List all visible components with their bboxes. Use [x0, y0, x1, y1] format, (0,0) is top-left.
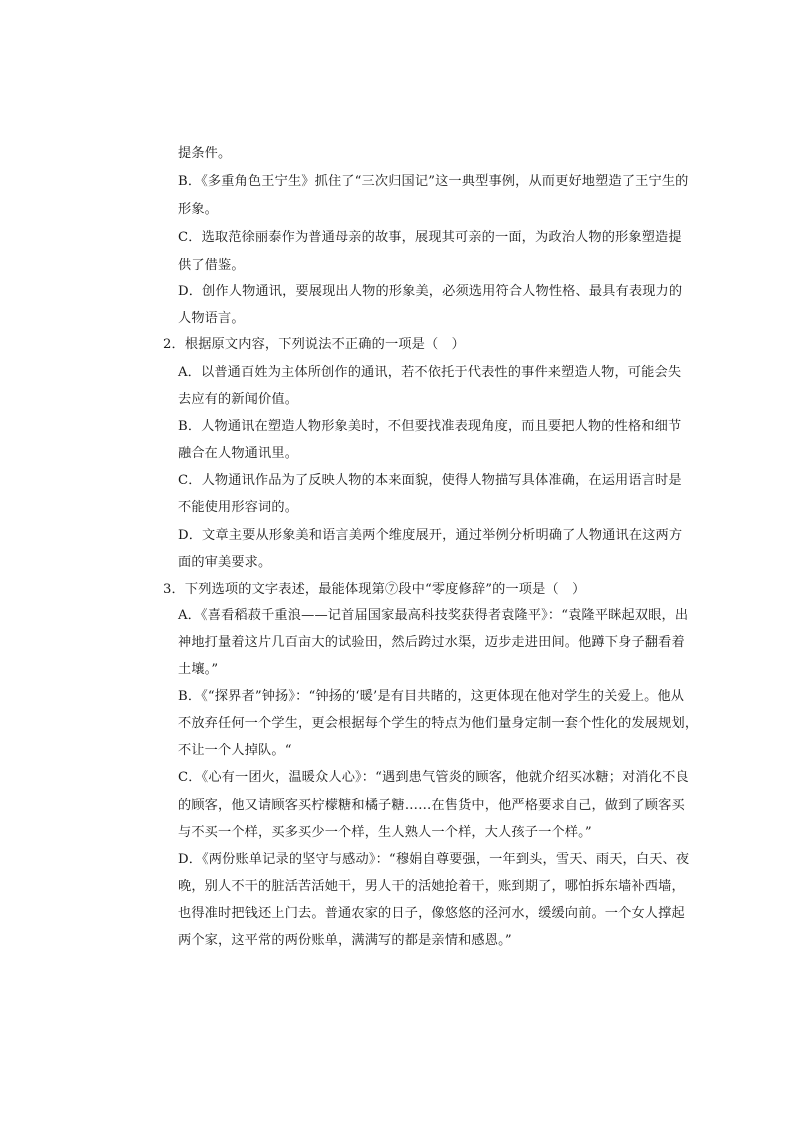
q3-option-a-line1: A．《喜看稻菽千重浪——记首届国家最高科技奖获得者袁隆平》：“袁隆平眯起双眼，出 — [178, 608, 689, 623]
q3-option-c-line2: 的顾客，他又请顾客买柠檬糖和橘子糖……在售货中，他严格要求自己，做到了顾客买 — [178, 798, 685, 813]
q2-option-d-line2: 面的审美要求。 — [178, 555, 272, 570]
q3-option-b-line3: 不让一个人掉队。“ — [178, 743, 292, 758]
q3-option-b-line1: B．《“探界者”钟扬》：“钟扬的‘暖’是有目共睹的，这更体现在他对学生的关爱上。他从 — [178, 689, 685, 704]
q1-continuation-line: 提条件。 — [178, 146, 232, 161]
q2-option-c-line2: 不能使用形容词的。 — [178, 500, 299, 515]
q3-stem: 3．下列选项的文字表述，最能体现第⑦段中“零度修辞”的一项是（ ） — [163, 582, 586, 597]
q2-stem: 2．根据原文内容，下列说法不正确的一项是（ ） — [163, 337, 465, 352]
q3-option-d-line2: 晚，别人不干的脏活苦活她干，男人干的活她抢着干，账到期了，哪怕拆东墙补西墙， — [178, 879, 685, 894]
q3-option-d-line1: D．《两份账单记录的坚守与感动》：“穆娟自尊要强，一年到头，雪天、雨天，白天、夜 — [178, 852, 690, 867]
q3-option-d-line4: 两个家，这平常的两份账单，满满写的都是亲情和感恩。” — [178, 933, 512, 948]
q1-option-d-line2: 人物语言。 — [178, 311, 245, 326]
q2-option-c-line1: C．人物通讯作品为了反映人物的本来面貌，使得人物描写具体准确，在运用语言时是 — [178, 473, 682, 488]
q2-option-d-line1: D．文章主要从形象美和语言美两个维度展开，通过举例分析明确了人物通讯在这两方 — [178, 528, 683, 543]
q1-option-b-line2: 形象。 — [178, 202, 219, 217]
q1-option-c-line1: C．选取范徐丽泰作为普通母亲的故事，展现其可亲的一面，为政治人物的形象塑造提 — [178, 230, 682, 245]
q2-option-b-line2: 融合在人物通讯里。 — [178, 446, 299, 461]
q3-option-a-line2: 神地打量着这片几百亩大的试验田，然后跨过水渠，迈步走进田间。他蹲下身子翻看着 — [178, 635, 685, 650]
q2-option-a-line1: A．以普通百姓为主体所创作的通讯，若不依托于代表性的事件来塑造人物，可能会失 — [178, 365, 682, 380]
q1-option-d-line1: D．创作人物通讯，要展现出人物的形象美，必须选用符合人物性格、最具有表现力的 — [178, 284, 683, 299]
q3-option-a-line3: 土壤。” — [178, 662, 219, 677]
q3-option-c-line1: C．《心有一团火，温暖众人心》：“遇到患气管炎的顾客，他就介绍买冰糖；对消化不良 — [178, 770, 689, 785]
q3-option-d-line3: 也得准时把钱还上门去。普通农家的日子，像悠悠的泾河水，缓缓向前。一个女人撑起 — [178, 906, 685, 921]
q1-option-b-line1: B．《多重角色王宁生》抓住了“三次归国记”这一典型事例，从而更好地塑造了王宁生的 — [178, 174, 689, 189]
q3-option-c-line3: 与不买一个样，买多买少一个样，生人熟人一个样，大人孩子一个样。” — [178, 825, 592, 840]
q2-option-a-line2: 去应有的新闻价值。 — [178, 392, 299, 407]
q1-option-c-line2: 供了借鉴。 — [178, 258, 245, 273]
q3-option-b-line2: 不放弃任何一个学生，更会根据每个学生的特点为他们量身定制一套个性化的发展规划， — [178, 716, 699, 731]
q2-option-b-line1: B．人物通讯在塑造人物形象美时，不但要找准表现角度，而且要把人物的性格和细节 — [178, 419, 682, 434]
